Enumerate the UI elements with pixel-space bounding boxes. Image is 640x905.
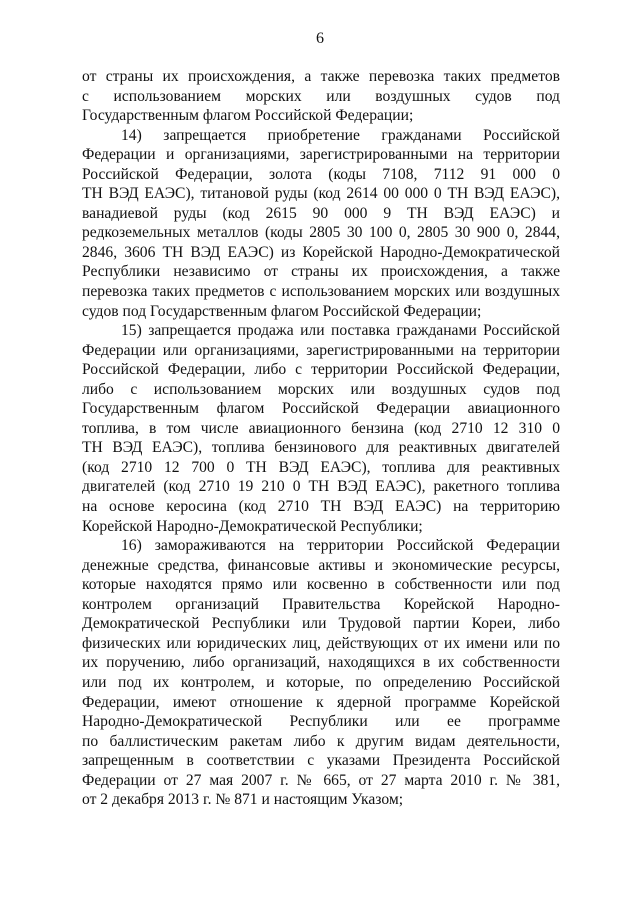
text-line: Государственным флагом Российской Федерации; (82, 107, 414, 125)
document-body (82, 67, 560, 810)
text-line: запрещенным в соответствии с указами Президента Российской (82, 752, 560, 770)
text-line: Демократической Республики или Трудовой партии Кореи, либо (82, 615, 560, 633)
text-line: от 2 декабря 2013 г. № 871 и настоящим Указом; (82, 791, 404, 809)
text-line: двигателей (код 2710 19 210 0 ТН ВЭД ЕАЭС), ракетного топлива (82, 478, 560, 496)
text-line: Федерации, имеют отношение к ядерной программе Корейской (82, 693, 560, 711)
paragraph (82, 67, 560, 126)
text-line: 16) замораживаются на территории Российской Федерации (121, 537, 560, 555)
text-line: или под их контролем, и которые, по определению Российской (82, 673, 560, 691)
text-line: редкоземельных металлов (коды 2805 30 100 0, 2805 30 900 0, 2844, (82, 224, 560, 242)
text-line: ТН ВЭД ЕАЭС), топлива бензинового для реактивных двигателей (82, 439, 560, 457)
text-line: с использованием морских или воздушных судов под (82, 87, 560, 105)
text-line: от страны их происхождения, а также перевозка таких предметов (82, 68, 560, 85)
text-line: физических или юридических лиц, действующих от их имени или по (82, 634, 560, 652)
paragraph (82, 126, 560, 321)
page-number: 6 (316, 30, 324, 47)
text-line: денежные средства, финансовые активы и экономические ресурсы, (82, 556, 560, 574)
paragraph (82, 536, 560, 810)
text-line: либо с использованием морских или воздушных судов под (82, 380, 560, 398)
text-line: Народно-Демократической Республики или ее программе (82, 713, 560, 731)
text-line: Российской Федерации, либо с территории Российской Федерации, (82, 361, 560, 379)
text-line: Корейской Народно-Демократической Республики; (82, 517, 423, 535)
text-line: Федерации или организациями, зарегистрированными на территории (82, 341, 560, 359)
text-line: судов под Государственным флагом Российской Федерации; (82, 302, 482, 320)
text-line: Государственным флагом Российской Федерации авиационного (82, 400, 560, 418)
text-line: Российской Федерации, золота (коды 7108, 7112 91 000 0 (82, 165, 560, 183)
text-line: ТН ВЭД ЕАЭС), титановой руды (код 2614 00 000 0 ТН ВЭД ЕАЭС), (82, 185, 560, 203)
text-line: ванадиевой руды (код 2615 90 000 9 ТН ВЭД ЕАЭС) и (82, 204, 560, 222)
text-line: которые находятся прямо или косвенно в собственности или под (82, 576, 560, 594)
text-line: на основе керосина (код 2710 ТН ВЭД ЕАЭС) на территорию (82, 498, 560, 516)
text-line: Федерации и организациями, зарегистрированными на территории (82, 146, 560, 164)
paragraph (82, 321, 560, 536)
text-line: Федерации от 27 мая 2007 г. № 665, от 27 марта 2010 г. № 381, (82, 771, 560, 789)
text-line: 14) запрещается приобретение гражданами Российской (121, 126, 560, 144)
text-line: по баллистическим ракетам либо к другим видам деятельности, (82, 732, 560, 750)
text-line: перевозка таких предметов с использованием морских или воздушных (82, 283, 560, 301)
text-line: Республики независимо от страны их происхождения, а также (82, 263, 560, 281)
text-line: (код 2710 12 700 0 ТН ВЭД ЕАЭС), топлива для реактивных (82, 458, 560, 476)
text-line: контролем организаций Правительства Корейской Народно- (82, 595, 560, 613)
text-line: 2846, 3606 ТН ВЭД ЕАЭС) из Корейской Народно-Демократической (82, 243, 560, 261)
text-line: топлива, в том числе авиационного бензина (код 2710 12 310 0 (82, 419, 560, 437)
text-line: их поручению, либо организаций, находящихся в их собственности (82, 654, 560, 672)
text-line: 15) запрещается продажа или поставка гражданами Российской (121, 322, 560, 340)
